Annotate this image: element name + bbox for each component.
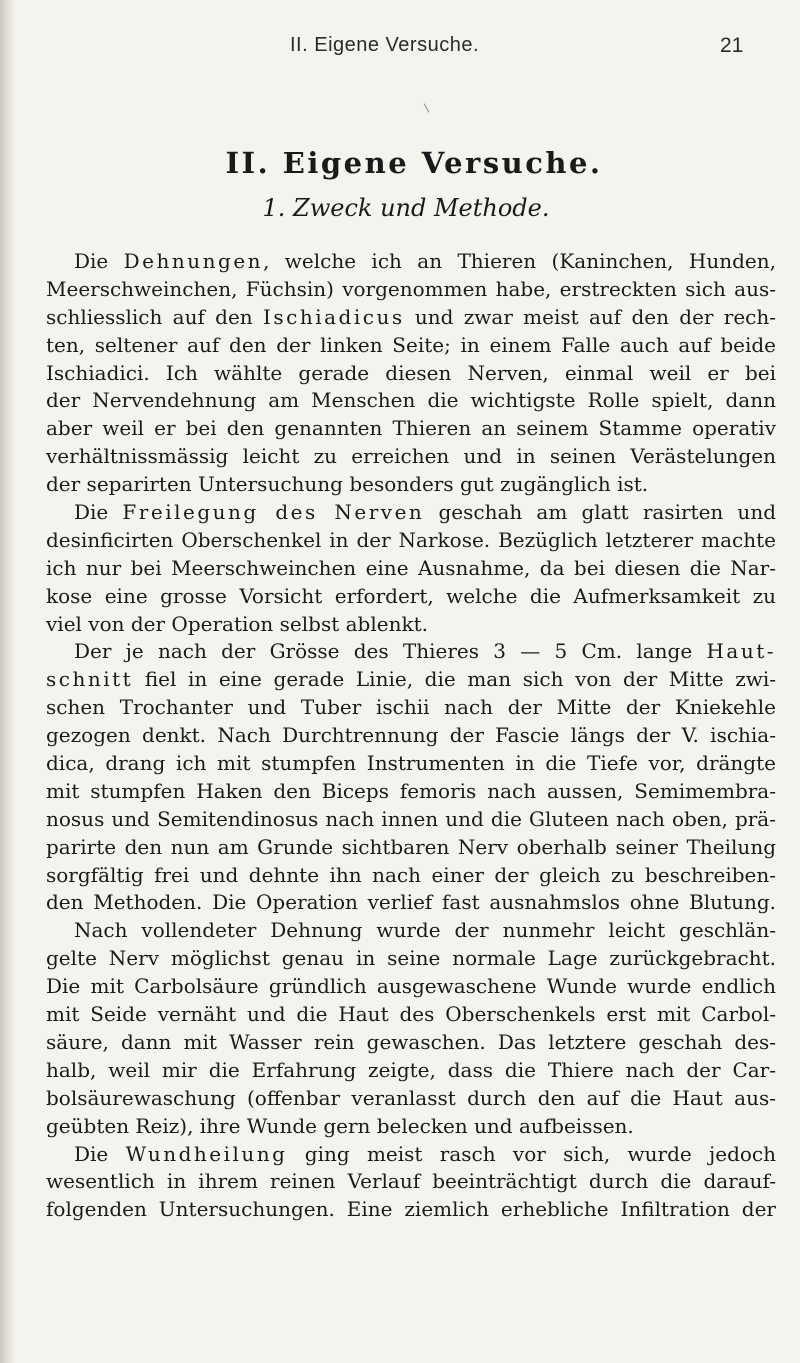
- text-segment: ging meist rasch vor sich, wurde jedoch: [287, 1141, 777, 1166]
- text-line: [46, 638, 776, 666]
- text-segment: aber weil er bei den genannten Thieren an seinem Stamme operativ: [46, 416, 776, 441]
- text-line: [46, 666, 776, 694]
- text-line: [46, 1085, 776, 1113]
- text-segment: Die: [74, 500, 123, 525]
- text-segment: dica, drang ich mit stumpfen Instrumenten in die Tiefe vor, drängte: [46, 751, 776, 776]
- text-segment: wesentlich in ihrem reinen Verlauf beeinträchtigt durch die darauf-: [46, 1169, 776, 1194]
- text-segment: gelte Nerv möglichst genau in seine normale Lage zurückgebracht.: [46, 946, 776, 971]
- text-segment: Meerschweinchen, Füchsin) vorgenommen habe, erstreckten sich aus-: [46, 276, 776, 301]
- text-segment: , welche ich an Thieren (Kaninchen, Hunden,: [263, 249, 776, 273]
- spaced-emphasis-text: schnitt: [46, 667, 134, 692]
- text-segment: viel von der Operation selbst ablenkt.: [46, 611, 428, 636]
- text-line: [46, 1113, 776, 1141]
- text-segment: Ischiadici. Ich wählte gerade diesen Nerven, einmal weil er bei: [46, 360, 776, 385]
- text-segment: halb, weil mir die Erfahrung zeigte, dass die Thiere nach der Car-: [46, 1057, 776, 1082]
- text-line: [46, 889, 776, 917]
- text-line: [46, 778, 776, 806]
- text-line: [46, 1057, 776, 1085]
- text-line: [46, 1029, 776, 1057]
- running-header: [0, 34, 800, 62]
- text-line: [46, 973, 776, 1001]
- text-line: [46, 304, 776, 332]
- text-line: [46, 1168, 776, 1196]
- text-line: [46, 862, 776, 890]
- text-segment: der separirten Untersuchung besonders gut zugänglich ist.: [46, 472, 649, 497]
- text-segment: ten, seltener auf den der linken Seite; in einem Falle auch auf beide: [46, 332, 776, 357]
- running-title: II. Eigene Versuche.: [290, 34, 480, 56]
- text-segment: kose eine grosse Vorsicht erfordert, welche die Aufmerksamkeit zu: [46, 583, 776, 608]
- text-line: [46, 917, 776, 945]
- text-line: [46, 583, 776, 611]
- text-segment: verhältnissmässig leicht zu erreichen und in seinen Verästelungen: [46, 444, 776, 469]
- text-segment: fiel in eine gerade Linie, die man sich von der Mitte zwi-: [133, 667, 776, 692]
- text-segment: sorgfältig frei und dehnte ihn nach einer der gleich zu beschreiben-: [46, 862, 776, 887]
- text-segment: desinficirten Oberschenkel in der Narkose. Bezüglich letzterer machte: [46, 527, 776, 552]
- spaced-emphasis-text: Wundheilung: [125, 1141, 288, 1166]
- print-speck: [424, 103, 430, 112]
- text-line: [46, 722, 776, 750]
- spaced-emphasis-text: Haut-: [706, 639, 776, 664]
- body-text: [46, 248, 776, 1224]
- text-line: [46, 834, 776, 862]
- text-line: [46, 443, 776, 471]
- text-line: [46, 694, 776, 722]
- text-segment: bolsäurewaschung (offenbar veranlasst durch den auf die Haut aus-: [46, 1085, 776, 1110]
- text-segment: ich nur bei Meerschweinchen eine Ausnahme, da bei diesen die Nar-: [46, 555, 776, 580]
- text-segment: parirte den nun am Grunde sichtbaren Nerv oberhalb seiner Theilung: [46, 834, 776, 859]
- text-segment: schen Trochanter und Tuber ischii nach der Mitte der Kniekehle: [46, 695, 776, 720]
- text-line: [46, 1141, 776, 1169]
- text-segment: folgenden Untersuchungen. Eine ziemlich erhebliche Infiltration der: [46, 1197, 776, 1222]
- text-segment: Die: [74, 1141, 126, 1166]
- text-segment: den Methoden. Die Operation verlief fast ausnahmslos ohne Blutung.: [46, 890, 776, 915]
- spaced-emphasis-text: Dehnungen: [123, 249, 264, 273]
- text-segment: Die: [74, 249, 124, 273]
- text-segment: schliesslich auf den: [46, 304, 263, 329]
- text-line: [46, 360, 776, 388]
- text-line: [46, 1001, 776, 1029]
- text-line: [46, 499, 776, 527]
- text-line: [46, 248, 776, 276]
- text-segment: mit stumpfen Haken den Biceps femoris nach aussen, Semimembra-: [46, 778, 776, 803]
- text-line: [46, 471, 776, 499]
- text-line: [46, 527, 776, 555]
- page-number: 21: [720, 34, 744, 57]
- text-segment: geübten Reiz), ihre Wunde gern belecken und aufbeissen.: [46, 1113, 634, 1138]
- text-segment: gezogen denkt. Nach Durchtrennung der Fascie längs der V. ischia-: [46, 723, 776, 748]
- section-heading: 1. Zweck und Methode.: [262, 194, 550, 222]
- text-segment: und zwar meist auf den der rech-: [404, 304, 776, 329]
- text-line: [46, 750, 776, 778]
- text-segment: mit Seide vernäht und die Haut des Oberschenkels erst mit Carbol-: [46, 1002, 776, 1027]
- spaced-emphasis-text: Freilegung des Nerven: [122, 500, 425, 525]
- text-line: [46, 387, 776, 415]
- chapter-heading: II. Eigene Versuche.: [225, 146, 603, 180]
- text-segment: säure, dann mit Wasser rein gewaschen. Das letztere geschah des-: [46, 1029, 776, 1054]
- text-segment: Die mit Carbolsäure gründlich ausgewaschene Wunde wurde endlich: [46, 974, 776, 999]
- text-line: [46, 276, 776, 304]
- text-line: [46, 1196, 776, 1224]
- text-segment: Nach vollendeter Dehnung wurde der nunmehr leicht geschlän-: [74, 918, 776, 943]
- spaced-emphasis-text: Ischiadicus: [262, 304, 405, 329]
- text-segment: nosus und Semitendinosus nach innen und die Gluteen nach oben, prä-: [46, 806, 776, 831]
- text-line: [46, 555, 776, 583]
- text-segment: Der je nach der Grösse des Thieres 3 — 5 Cm. lange: [74, 639, 707, 664]
- text-segment: geschah am glatt rasirten und: [424, 500, 776, 525]
- text-line: [46, 945, 776, 973]
- text-segment: der Nervendehnung am Menschen die wichtigste Rolle spielt, dann: [46, 388, 776, 413]
- text-line: [46, 806, 776, 834]
- text-line: [46, 611, 776, 639]
- text-line: [46, 415, 776, 443]
- text-line: [46, 332, 776, 360]
